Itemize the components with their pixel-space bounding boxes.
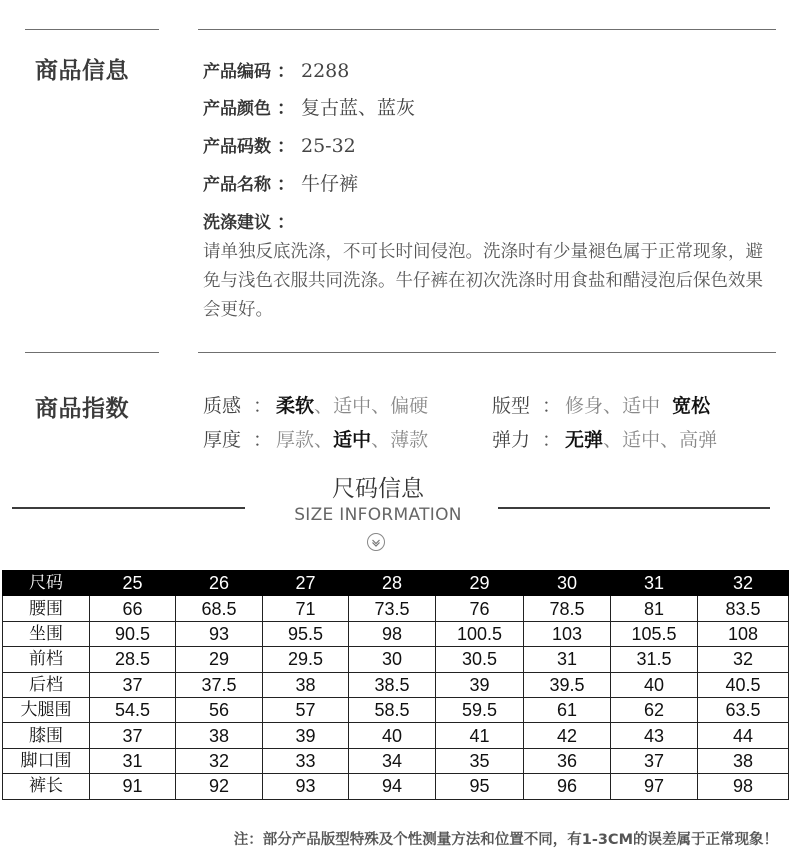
- table-row: [3, 596, 789, 621]
- table-cell: 32: [698, 571, 789, 596]
- table-cell: 71: [263, 596, 349, 621]
- table-cell: 40.5: [698, 672, 789, 697]
- index-sep: 、: [314, 429, 334, 451]
- info-row-color: [203, 93, 415, 120]
- index-option: 高弹: [679, 429, 718, 451]
- table-cell: 29.5: [263, 647, 349, 672]
- table-cell: 26: [176, 571, 263, 596]
- table-row-label: 腰围: [3, 596, 90, 621]
- top-divider-right: [198, 29, 776, 30]
- table-cell: 54.5: [90, 697, 176, 722]
- index-colon: ：: [542, 429, 562, 451]
- product-index-title: 商品指数: [35, 396, 129, 422]
- table-cell: 76: [436, 596, 524, 621]
- table-row: [3, 748, 789, 773]
- table-cell: 39.5: [524, 672, 611, 697]
- table-cell: 98: [698, 774, 789, 799]
- index-sep: 、: [603, 429, 623, 451]
- table-cell: 31: [611, 571, 698, 596]
- size-info-subtitle: SIZE INFORMATION: [294, 505, 462, 525]
- table-cell: 73.5: [349, 596, 436, 621]
- table-cell: 30: [524, 571, 611, 596]
- chevron-down-circle-icon: [367, 533, 385, 551]
- table-row: [3, 774, 789, 799]
- table-cell: 62: [611, 697, 698, 722]
- table-cell: 31: [524, 647, 611, 672]
- index-label: 版型: [492, 395, 531, 417]
- index-sep: [660, 395, 672, 417]
- table-cell: 98: [349, 621, 436, 646]
- table-cell: 40: [349, 723, 436, 748]
- table-cell: 38: [698, 748, 789, 773]
- table-row: [3, 647, 789, 672]
- table-cell: 31: [90, 748, 176, 773]
- info-colon: ：: [277, 136, 295, 157]
- wash-instructions: 请单独反底洗涤，不可长时间侵泡。洗涤时有少量褪色属于正常现象，避免与浅色衣服共同洗涤。牛仔裤在初次洗涤时用食盐和醋浸泡后保色效果会更好。: [203, 242, 763, 320]
- table-cell: 57: [263, 697, 349, 722]
- table-cell: 100.5: [436, 621, 524, 646]
- table-cell: 91: [90, 774, 176, 799]
- table-cell: 56: [176, 697, 263, 722]
- table-row: [3, 672, 789, 697]
- table-cell: 66: [90, 596, 176, 621]
- table-cell: 30: [349, 647, 436, 672]
- index-fit: [492, 391, 710, 418]
- index-label: 质感: [203, 395, 242, 417]
- size-table-body: [3, 571, 789, 800]
- index-option: 适中: [622, 429, 661, 451]
- table-cell: 108: [698, 621, 789, 646]
- table-cell: 37: [611, 748, 698, 773]
- table-cell: 34: [349, 748, 436, 773]
- table-cell: 29: [176, 647, 263, 672]
- table-cell: 58.5: [349, 697, 436, 722]
- index-colon: ：: [253, 429, 273, 451]
- table-cell: 31.5: [611, 647, 698, 672]
- table-cell: 96: [524, 774, 611, 799]
- table-cell: 42: [524, 723, 611, 748]
- table-cell: 103: [524, 621, 611, 646]
- table-cell: 95: [436, 774, 524, 799]
- table-cell: 78.5: [524, 596, 611, 621]
- table-cell: 36: [524, 748, 611, 773]
- index-option: 厚款: [276, 429, 315, 451]
- table-cell: 37: [90, 723, 176, 748]
- index-thickness: [203, 425, 428, 452]
- index-colon: ：: [542, 395, 562, 417]
- table-cell: 94: [349, 774, 436, 799]
- table-cell: 92: [176, 774, 263, 799]
- info-row-wash: [203, 208, 301, 234]
- info-row-code: [203, 57, 349, 83]
- info-label: 产品颜色: [203, 99, 271, 119]
- table-cell: 40: [611, 672, 698, 697]
- table-cell: 41: [436, 723, 524, 748]
- info-value: 25-32: [301, 135, 356, 157]
- index-option: 宽松: [672, 395, 711, 417]
- info-value: 牛仔裤: [301, 173, 359, 195]
- table-cell: 43: [611, 723, 698, 748]
- info-colon: ：: [277, 61, 295, 82]
- table-cell: 27: [263, 571, 349, 596]
- index-option: 适中: [622, 395, 661, 417]
- mid-divider-right: [198, 352, 776, 353]
- index-option: 修身: [565, 395, 604, 417]
- index-option: 适中: [333, 395, 372, 417]
- table-cell: 90.5: [90, 621, 176, 646]
- table-row-label: 裤长: [3, 774, 90, 799]
- table-row-label: 后档: [3, 672, 90, 697]
- table-cell: 95.5: [263, 621, 349, 646]
- table-row-label: 脚口围: [3, 748, 90, 773]
- table-row: [3, 621, 789, 646]
- table-cell: 25: [90, 571, 176, 596]
- table-cell: 37: [90, 672, 176, 697]
- index-option: 适中: [333, 429, 372, 451]
- info-colon: ：: [277, 174, 295, 195]
- mid-divider-left: [25, 352, 159, 353]
- table-cell: 38: [176, 723, 263, 748]
- table-cell: 97: [611, 774, 698, 799]
- table-cell: 44: [698, 723, 789, 748]
- info-label: 产品编码: [203, 62, 271, 82]
- index-sep: 、: [314, 395, 334, 417]
- table-cell: 105.5: [611, 621, 698, 646]
- index-colon: ：: [253, 395, 273, 417]
- table-cell: 61: [524, 697, 611, 722]
- table-cell: 93: [263, 774, 349, 799]
- table-cell: 39: [436, 672, 524, 697]
- table-cell: 38.5: [349, 672, 436, 697]
- index-option: 薄款: [390, 429, 429, 451]
- table-row: [3, 723, 789, 748]
- info-row-sizes: [203, 132, 356, 158]
- table-row-label: 膝围: [3, 723, 90, 748]
- info-colon: ：: [277, 212, 295, 233]
- info-label: 洗涤建议: [203, 213, 271, 233]
- product-info-title: 商品信息: [35, 58, 129, 84]
- index-sep: 、: [603, 395, 623, 417]
- table-cell: 33: [263, 748, 349, 773]
- index-sep: 、: [371, 395, 391, 417]
- table-row-label: 坐围: [3, 621, 90, 646]
- index-sep: 、: [660, 429, 680, 451]
- table-cell: 39: [263, 723, 349, 748]
- info-value: 2288: [301, 60, 350, 82]
- index-elasticity: [492, 425, 717, 452]
- table-cell: 32: [176, 748, 263, 773]
- info-label: 产品码数: [203, 137, 271, 157]
- measurement-note: 注：部分产品版型特殊及个性测量方法和位置不同，有1-3CM的误差属于正常现象！: [233, 832, 778, 848]
- table-cell: 32: [698, 647, 789, 672]
- table-row: [3, 697, 789, 722]
- index-option: 偏硬: [390, 395, 429, 417]
- table-cell: 93: [176, 621, 263, 646]
- table-cell: 81: [611, 596, 698, 621]
- table-cell: 83.5: [698, 596, 789, 621]
- index-sep: 、: [371, 429, 391, 451]
- info-colon: ：: [277, 98, 295, 119]
- table-row-label: 尺码: [3, 571, 90, 596]
- table-cell: 35: [436, 748, 524, 773]
- table-cell: 38: [263, 672, 349, 697]
- size-table: [2, 570, 789, 800]
- table-cell: 28.5: [90, 647, 176, 672]
- table-cell: 59.5: [436, 697, 524, 722]
- info-value: 复古蓝、蓝灰: [301, 97, 416, 119]
- table-row-label: 前档: [3, 647, 90, 672]
- index-option: 柔软: [276, 395, 315, 417]
- table-cell: 68.5: [176, 596, 263, 621]
- table-row-label: 大腿围: [3, 697, 90, 722]
- table-cell: 28: [349, 571, 436, 596]
- table-cell: 29: [436, 571, 524, 596]
- index-label: 厚度: [203, 429, 242, 451]
- top-divider-left: [25, 29, 159, 30]
- index-option: 无弹: [565, 429, 604, 451]
- index-label: 弹力: [492, 429, 531, 451]
- table-cell: 37.5: [176, 672, 263, 697]
- table-cell: 30.5: [436, 647, 524, 672]
- table-header-row: [3, 571, 789, 596]
- info-label: 产品名称: [203, 175, 271, 195]
- info-row-name: [203, 169, 358, 196]
- table-cell: 63.5: [698, 697, 789, 722]
- index-texture: [203, 391, 428, 418]
- size-info-title: 尺码信息: [332, 476, 424, 502]
